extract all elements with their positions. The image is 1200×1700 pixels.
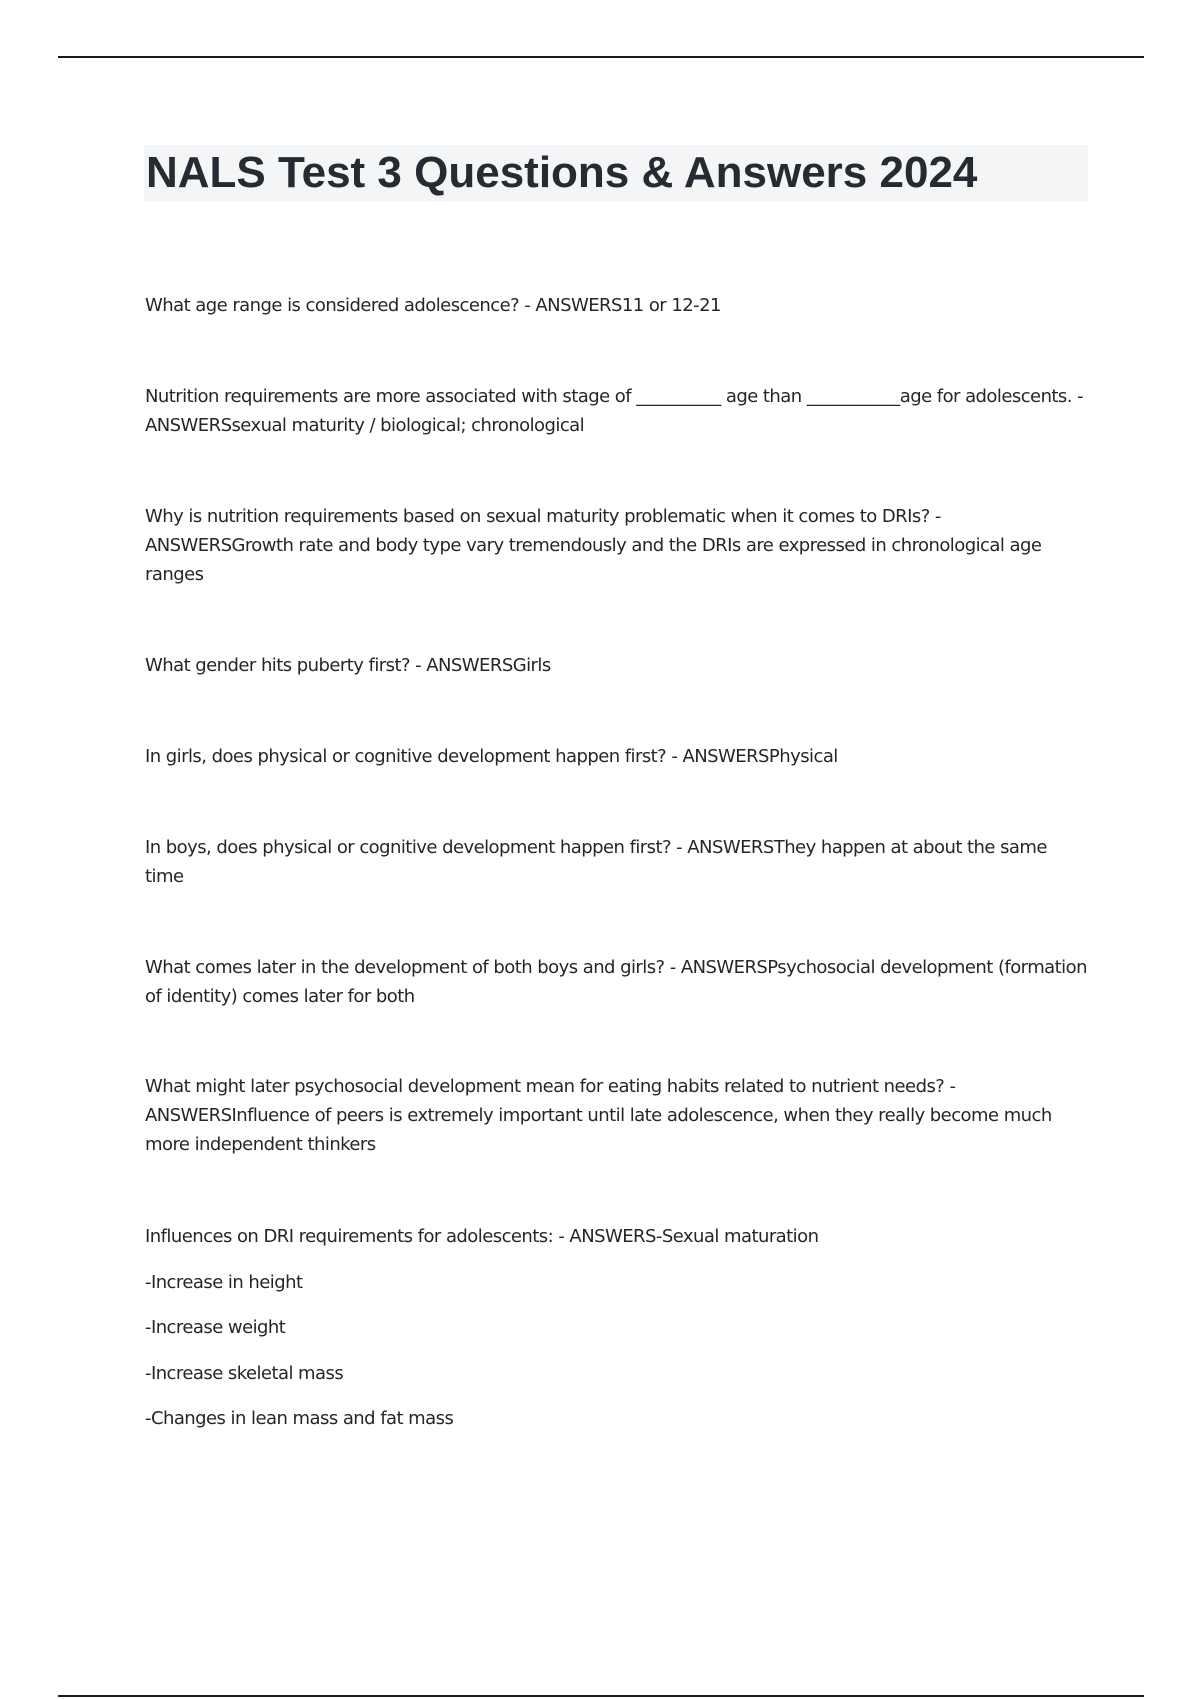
list-item-skeletal-mass: -Increase skeletal mass	[145, 1363, 344, 1384]
qa-item-3: Why is nutrition requirements based on sexual maturity problematic when it comes to DRIs? - ANSWERSGrowth rate and body type vary tremendously and the DRIs are expressed in chronological age ranges	[145, 506, 1042, 585]
qa-item-1: What age range is considered adolescence? - ANSWERS11 or 12-21	[145, 295, 721, 316]
qa-item-5: In girls, does physical or cognitive development happen first? - ANSWERSPhysical	[145, 746, 838, 767]
qa-item-2: Nutrition requirements are more associated with stage of __________ age than ___________age for adolescents. - ANSWERSsexual maturity / biological; chronological	[145, 386, 1084, 436]
list-item-weight: -Increase weight	[145, 1317, 286, 1338]
document-title: NALS Test 3 Questions & Answers 2024	[146, 148, 978, 197]
list-item-lean-fat-mass: -Changes in lean mass and fat mass	[145, 1408, 454, 1429]
list-item-height: -Increase in height	[145, 1272, 303, 1293]
title-banner	[144, 145, 1088, 202]
qa-item-6: In boys, does physical or cognitive development happen first? - ANSWERSThey happen at about the same time	[145, 837, 1047, 887]
top-rule	[58, 56, 1144, 58]
qa-item-4: What gender hits puberty first? - ANSWERSGirls	[145, 655, 551, 676]
bottom-rule	[58, 1695, 1144, 1697]
qa-item-8: What might later psychosocial development mean for eating habits related to nutrient needs? - ANSWERSInfluence of peers is extremely important until late adolescence, when they really become much more independent thinkers	[145, 1076, 1052, 1155]
qa-item-9: Influences on DRI requirements for adolescents: - ANSWERS-Sexual maturation	[145, 1226, 819, 1247]
qa-item-7: What comes later in the development of both boys and girls? - ANSWERSPsychosocial development (formation of identity) comes later for both	[145, 957, 1087, 1007]
